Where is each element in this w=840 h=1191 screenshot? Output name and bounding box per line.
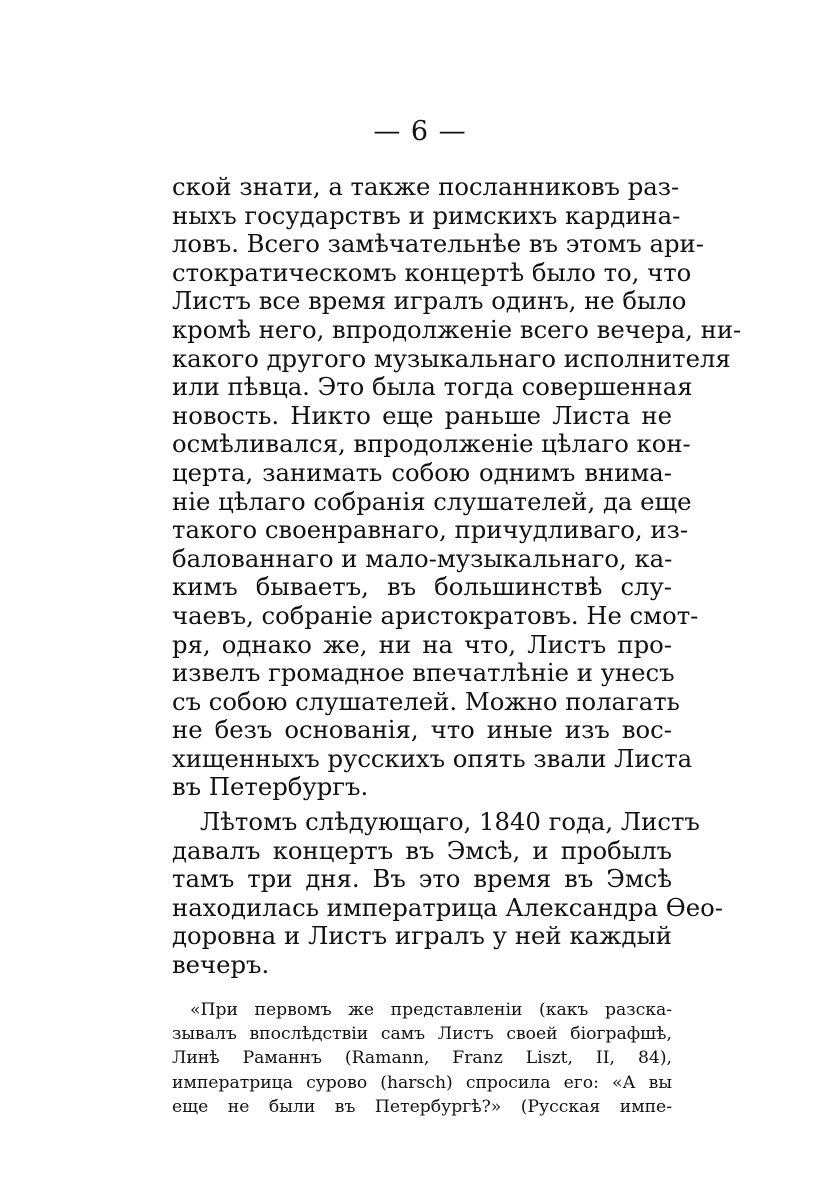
footnote-line: еще не были въ Петербургѣ?» (Русская импе- <box>172 1096 672 1117</box>
text-line: кимъ бываетъ, въ большинствѣ слу- <box>172 572 672 602</box>
text-line: находилась императрица Александра Ѳео- <box>172 892 723 922</box>
text-line: ской знати, а также посланниковъ раз- <box>172 172 680 201</box>
footnote <box>172 998 672 1119</box>
text-line: хищенныхъ русскихъ опять звали Листа <box>172 743 693 773</box>
text-line: новость. Никто еще раньше Листа не <box>172 400 672 430</box>
text-line: церта, занимать собою однимъ внима- <box>172 457 672 487</box>
page-number: — 6 — <box>373 116 467 147</box>
text-line: чаевъ, собраніе аристократовъ. Не смот- <box>172 600 699 630</box>
text-line: въ Петербургъ. <box>172 772 369 802</box>
text-line: стократическомъ концертѣ было то, что <box>172 257 692 287</box>
text-line: тамъ три дня. Въ это время въ Эмсѣ <box>172 864 672 894</box>
footnote-line: императрица сурово (harsch) спросила его: «А вы <box>172 1072 672 1093</box>
text-line: Лѣтомъ слѣдующаго, 1840 года, Листъ <box>200 807 700 837</box>
text-line: давалъ концертъ въ Эмсѣ, и пробылъ <box>172 835 672 865</box>
text-line: балованнаго и мало-музыкальнаго, ка- <box>172 543 673 573</box>
footnote-line: зывалъ впослѣдствіи самъ Листъ своей біографшѣ, <box>172 1024 672 1045</box>
text-line: осмѣливался, впродолженіе цѣлаго кон- <box>172 429 691 459</box>
footnote-line: Линѣ Раманнъ (Ramann, Franz Liszt, II, 84), <box>172 1048 672 1069</box>
text-line: не безъ основанія, что иные изъ вос- <box>172 715 672 745</box>
text-line: ніе цѣлаго собранія слушателей, да еще <box>172 486 692 516</box>
text-line: съ собою слушателей. Можно полагать <box>172 686 680 716</box>
text-line: какого другого музыкальнаго исполнителя <box>172 343 731 373</box>
text-line: кромѣ него, впродолженіе всего вечера, ни- <box>172 314 742 344</box>
text-line: ныхъ государствъ и римскихъ кардина- <box>172 200 681 230</box>
footnote-line: «При первомъ же представленіи (какъ разска- <box>190 1000 672 1020</box>
text-line: такого своенравнаго, причудливаго, из- <box>172 515 689 545</box>
paragraph-2 <box>172 807 723 980</box>
paragraph-1 <box>172 172 742 802</box>
text-line: Листъ все время игралъ одинъ, не было <box>172 286 687 316</box>
text-line: или пѣвца. Это была тогда совершенная <box>172 372 693 402</box>
text-line: доровна и Листъ игралъ у ней каждый <box>172 921 672 951</box>
text-line: вечеръ. <box>172 950 270 980</box>
text-line: извелъ громадное впечатлѣніе и унесъ <box>172 658 675 688</box>
text-line: ловъ. Всего замѣчательнѣе въ этомъ ари- <box>172 229 704 259</box>
body-text <box>172 172 742 980</box>
text-line: ря, однако же, ни на что, Листъ про- <box>172 629 672 659</box>
